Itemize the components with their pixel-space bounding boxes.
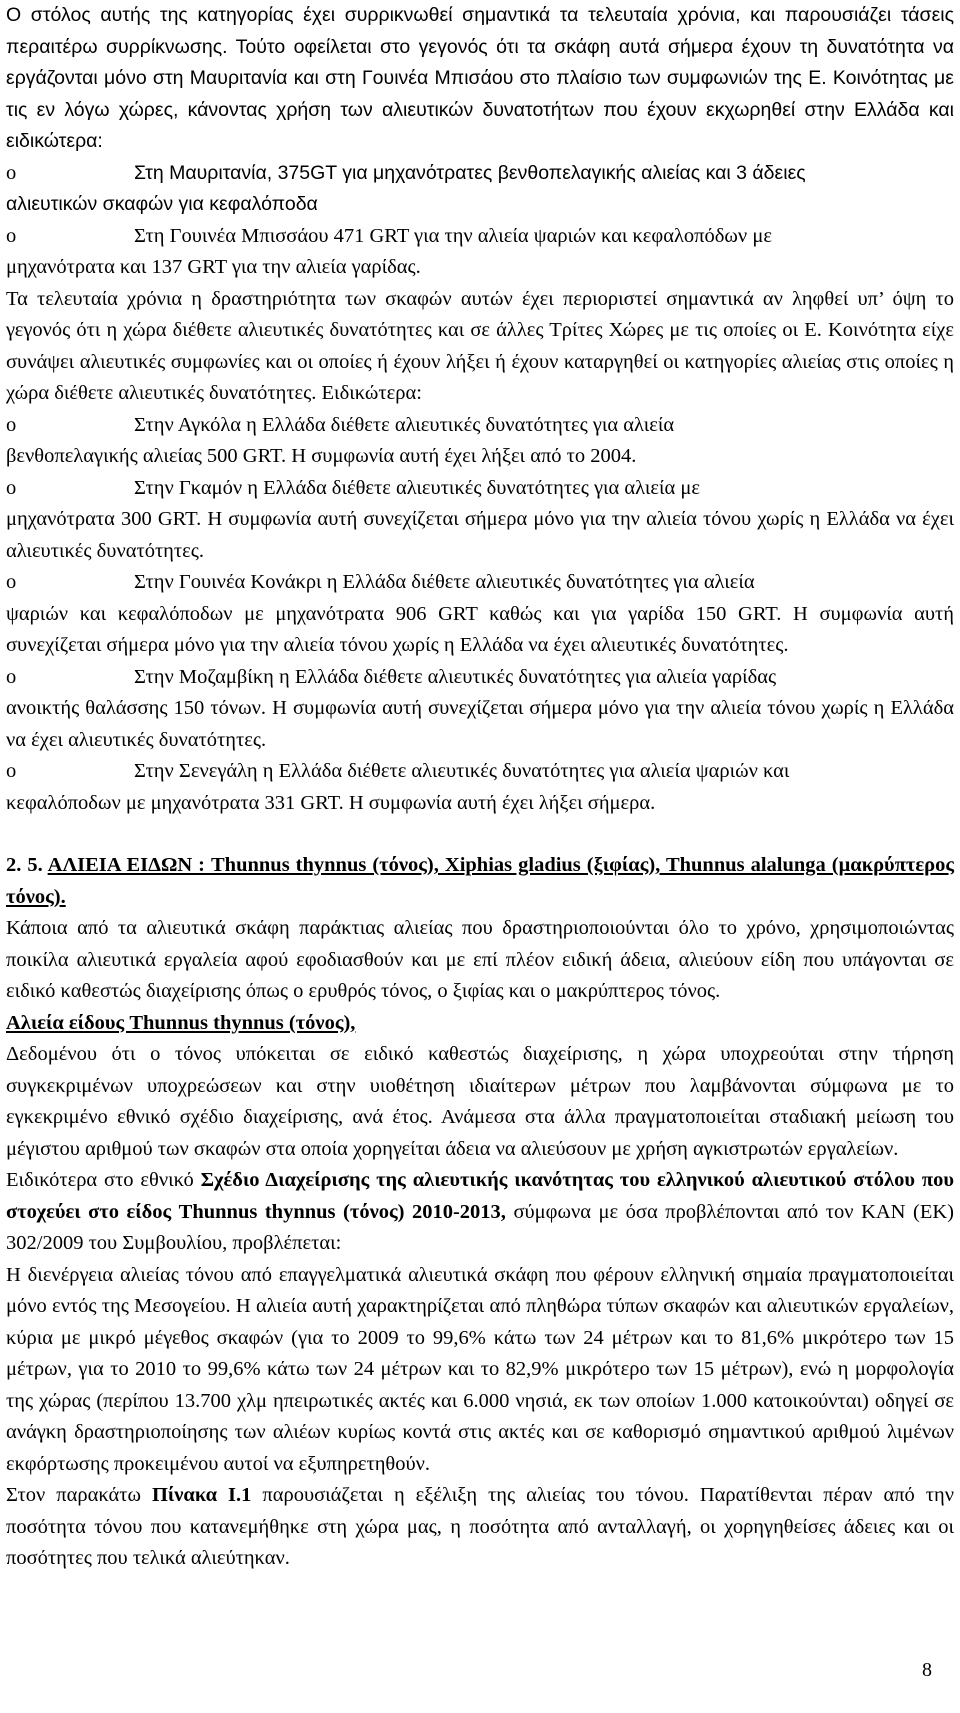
section-heading bbox=[6, 850, 954, 913]
bullet-marker: o bbox=[6, 476, 17, 499]
section-title: ΑΛΙΕΙΑ ΕΙΔΩΝ : Thunnus thynnus (τόνος), Xiphias gladius (ξιφίας), Thunnus alalunga (μακρύπτερος τόνος). bbox=[6, 854, 954, 908]
list-item bbox=[6, 158, 954, 190]
bullet-text: Στην Γουινέα Κονάκρι η Ελλάδα διέθετε αλιευτικές δυνατότητες για αλιεία bbox=[134, 571, 755, 593]
bullet-list-current bbox=[6, 158, 954, 284]
bullet-continuation: κεφαλόποδων με μηχανότρατα 331 GRT. Η συμφωνία αυτή έχει λήξει σήμερα. bbox=[6, 791, 656, 814]
list-item bbox=[6, 662, 954, 694]
text-run: Ειδικότερα στο εθνικό bbox=[6, 1169, 201, 1191]
text-run: παρουσιάζεται η εξέλιξη της αλιείας του τόνου. Παρατίθενται πέραν από την ποσότητα τόνου που κατανεμήθηκε στη χώρα μας, η ποσότητα από ανταλλαγή, οι χορηγηθείσες άδειες και οι ποσότητες που τελικά αλιεύτηκαν. bbox=[6, 1484, 954, 1569]
text-run: σύμφωνα με όσα προβλέπονται από τον ΚΑΝ (ΕΚ) 302/2009 του Συμβουλίου, προβλέπεται: bbox=[6, 1200, 954, 1254]
bullet-marker: o bbox=[6, 571, 17, 593]
list-item bbox=[6, 473, 954, 505]
subsection-paragraph-3: Η διενέργεια αλιείας τόνου από επαγγελματικά αλιευτικά σκάφη που φέρουν ελληνική σημαία πραγματοποιείται μόνο εντός της Μεσογείου. Η αλιεία αυτή χαρακτηρίζεται από πληθώρα τύπων σκαφών και αλιευτικών εργαλείων, κύρια με μικρό μέγεθος σκαφών (για το 2009 το 99,6% κάτω των 24 μέτρων και το 81,6% μικρότερο των 15 μέτρων, για το 2010 το 99,6% κάτω των 24 μέτρων και το 82,9% μικρότερο των 15 μέτρων), ενώ η μορφολογία της χώρας (περίπου 13.700 χλμ ηπειρωτικές ακτές και 6.000 νησιά, εκ των οποίων 1.000 κατοικούνται) οδηγεί σε ανάγκη δραστηριοποίησης των αλιέων κυρίως κοντά στις ακτές και σε καθορισμό σημαντικού αριθμού λιμένων εκφόρτωσης προκειμένου αυτοί να εξυπηρετηθούν. bbox=[6, 1263, 954, 1475]
bullet-marker: o bbox=[6, 665, 17, 688]
bullet-continuation: ψαριών και κεφαλόποδων με μηχανότρατα 906 GRT καθώς και για γαρίδα 150 GRT. Η συμφωνία αυτή συνεχίζεται σήμερα μόνο για την αλιεία τόνου χωρίς η Ελλάδα να έχει αλιευτικές δυνατότητες. bbox=[6, 602, 954, 656]
section-number: 2. 5. bbox=[6, 854, 48, 876]
bullet-continuation: μηχανότρατα και 137 GRT για την αλιεία γαρίδας. bbox=[6, 256, 421, 278]
list-item bbox=[6, 756, 954, 788]
list-item bbox=[6, 410, 954, 442]
bullet-text: Στην Σενεγάλη η Ελλάδα διέθετε αλιευτικές δυνατότητες για αλιεία ψαριών και bbox=[134, 760, 790, 782]
paragraph-past-agreements: Τα τελευταία χρόνια η δραστηριότητα των σκαφών αυτών έχει περιοριστεί σημαντικά αν ληφθεί υπ’ όψη το γεγονός ότι η χώρα διέθετε αλιευτικές δυνατότητες και σε άλλες Τρίτες Χώρες με τις οποίες οι Ε. Κοινότητα είχε συνάψει αλιευτικές συμφωνίες και οι οποίες ή έχουν λήξει ή έχουν καταργηθεί οι κατηγορίες αλιείας στις οποίες η χώρα διέθετε αλιευτικές δυνατότητες. Ειδικώτερα: bbox=[6, 287, 954, 404]
bullet-continuation: αλιευτικών σκαφών για κεφαλόποδα bbox=[6, 193, 318, 215]
bullet-text: Στη Γουινέα Μπισσάου 471 GRT για την αλιεία ψαριών και κεφαλοπόδων με bbox=[134, 224, 772, 247]
bullet-list-past bbox=[6, 410, 954, 820]
subsection-paragraph-4 bbox=[6, 1480, 954, 1575]
section-intro-paragraph: Κάποια από τα αλιευτικά σκάφη παράκτιας αλιείας που δραστηριοποιούνται όλο το χρόνο, χρησιμοποιώντας ποικίλα αλιευτικά εργαλεία αφού εφοδιασθούν και με επί πλέον ειδική άδεια, αλιεύουν είδη που υπάγονται σε ειδικό καθεστώς διαχείρισης όπως ο ερυθρός τόνος, ο ξιφίας και ο μακρύπτερος τόνος. bbox=[6, 917, 954, 1002]
spacer bbox=[6, 819, 954, 850]
bullet-text: Στην Μοζαμβίκη η Ελλάδα διέθετε αλιευτικές δυνατότητες για αλιεία γαρίδας bbox=[134, 665, 777, 688]
intro-paragraph: Ο στόλος αυτής της κατηγορίας έχει συρρικνωθεί σημαντικά τα τελευταία χρόνια, και παρουσιάζει τάσεις περαιτέρω συρρίκνωσης. Τούτο οφείλεται στο γεγονός ότι τα σκάφη αυτά σήμερα έχουν τη δυνατότητα να εργάζονται μόνο στη Μαυριτανία και στη Γουινέα Μπισάου στο πλαίσιο των συμφωνιών της Ε. Κοινότητας με τις εν λόγω χώρες, κάνοντας χρήση των αλιευτικών δυνατοτήτων που έχουν εκχωρηθεί στην Ελλάδα και ειδικώτερα: bbox=[6, 4, 954, 152]
bullet-text: Στην Αγκόλα η Ελλάδα διέθετε αλιευτικές δυνατότητες για αλιεία bbox=[134, 413, 675, 436]
list-item bbox=[6, 221, 954, 253]
bullet-text: Στη Μαυριτανία, 375GT για μηχανότρατες βενθοπελαγικής αλιείας και 3 άδειες bbox=[134, 161, 806, 184]
bullet-continuation: βενθοπελαγικής αλιείας 500 GRT. Η συμφωνία αυτή έχει λήξει από το 2004. bbox=[6, 445, 637, 467]
table-reference: Πίνακα Ι.1 bbox=[151, 1484, 252, 1506]
list-item bbox=[6, 567, 954, 599]
subsection-title: Αλιεία είδους Thunnus thynnus (τόνος), bbox=[6, 1011, 356, 1034]
page-number: 8 bbox=[922, 1659, 932, 1681]
subsection-paragraph-1: Δεδομένου ότι ο τόνος υπόκειται σε ειδικό καθεστώς διαχείρισης, η χώρα υποχρεούται στην τήρηση συγκεκριμένων υποχρεώσεων και στην υιοθέτηση ιδιαίτερων μέτρων που λαμβάνονται σύμφωνα με το εγκεκριμένο εθνικό σχέδιο διαχείρισης, ανά έτος. Ανάμεσα στα άλλα πραγματοποιείται σταδιακή μείωση του μέγιστου αριθμού των σκαφών στα οποία χορηγείται άδεια να αλιεύσουν με χρήση αγκιστρωτών εργαλείων. bbox=[6, 1043, 954, 1160]
bullet-marker: o bbox=[6, 161, 17, 184]
bullet-marker: o bbox=[6, 413, 17, 436]
bullet-marker: o bbox=[6, 224, 17, 247]
bullet-continuation: μηχανότρατα 300 GRT. Η συμφωνία αυτή συνεχίζεται σήμερα μόνο για την αλιεία τόνου χωρίς η Ελλάδα να έχει αλιευτικές δυνατότητες. bbox=[6, 508, 954, 562]
bullet-continuation: ανοικτής θαλάσσης 150 τόνων. Η συμφωνία αυτή συνεχίζεται σήμερα μόνο για την αλιεία τόνου χωρίς η Ελλάδα να έχει αλιευτικές δυνατότητες. bbox=[6, 697, 954, 751]
subsection-paragraph-2 bbox=[6, 1165, 954, 1260]
text-run: Στον παρακάτω bbox=[6, 1484, 152, 1506]
bullet-text: Στην Γκαμόν η Ελλάδα διέθετε αλιευτικές δυνατότητες για αλιεία με bbox=[134, 476, 700, 499]
bullet-marker: o bbox=[6, 760, 17, 782]
plan-title: Σχέδιο Διαχείρισης της αλιευτικής ικανότητας του ελληνικού αλιευτικού στόλου που στοχεύει στο είδος Thunnus thynnus (τόνος) 2010-2013, bbox=[6, 1169, 954, 1223]
